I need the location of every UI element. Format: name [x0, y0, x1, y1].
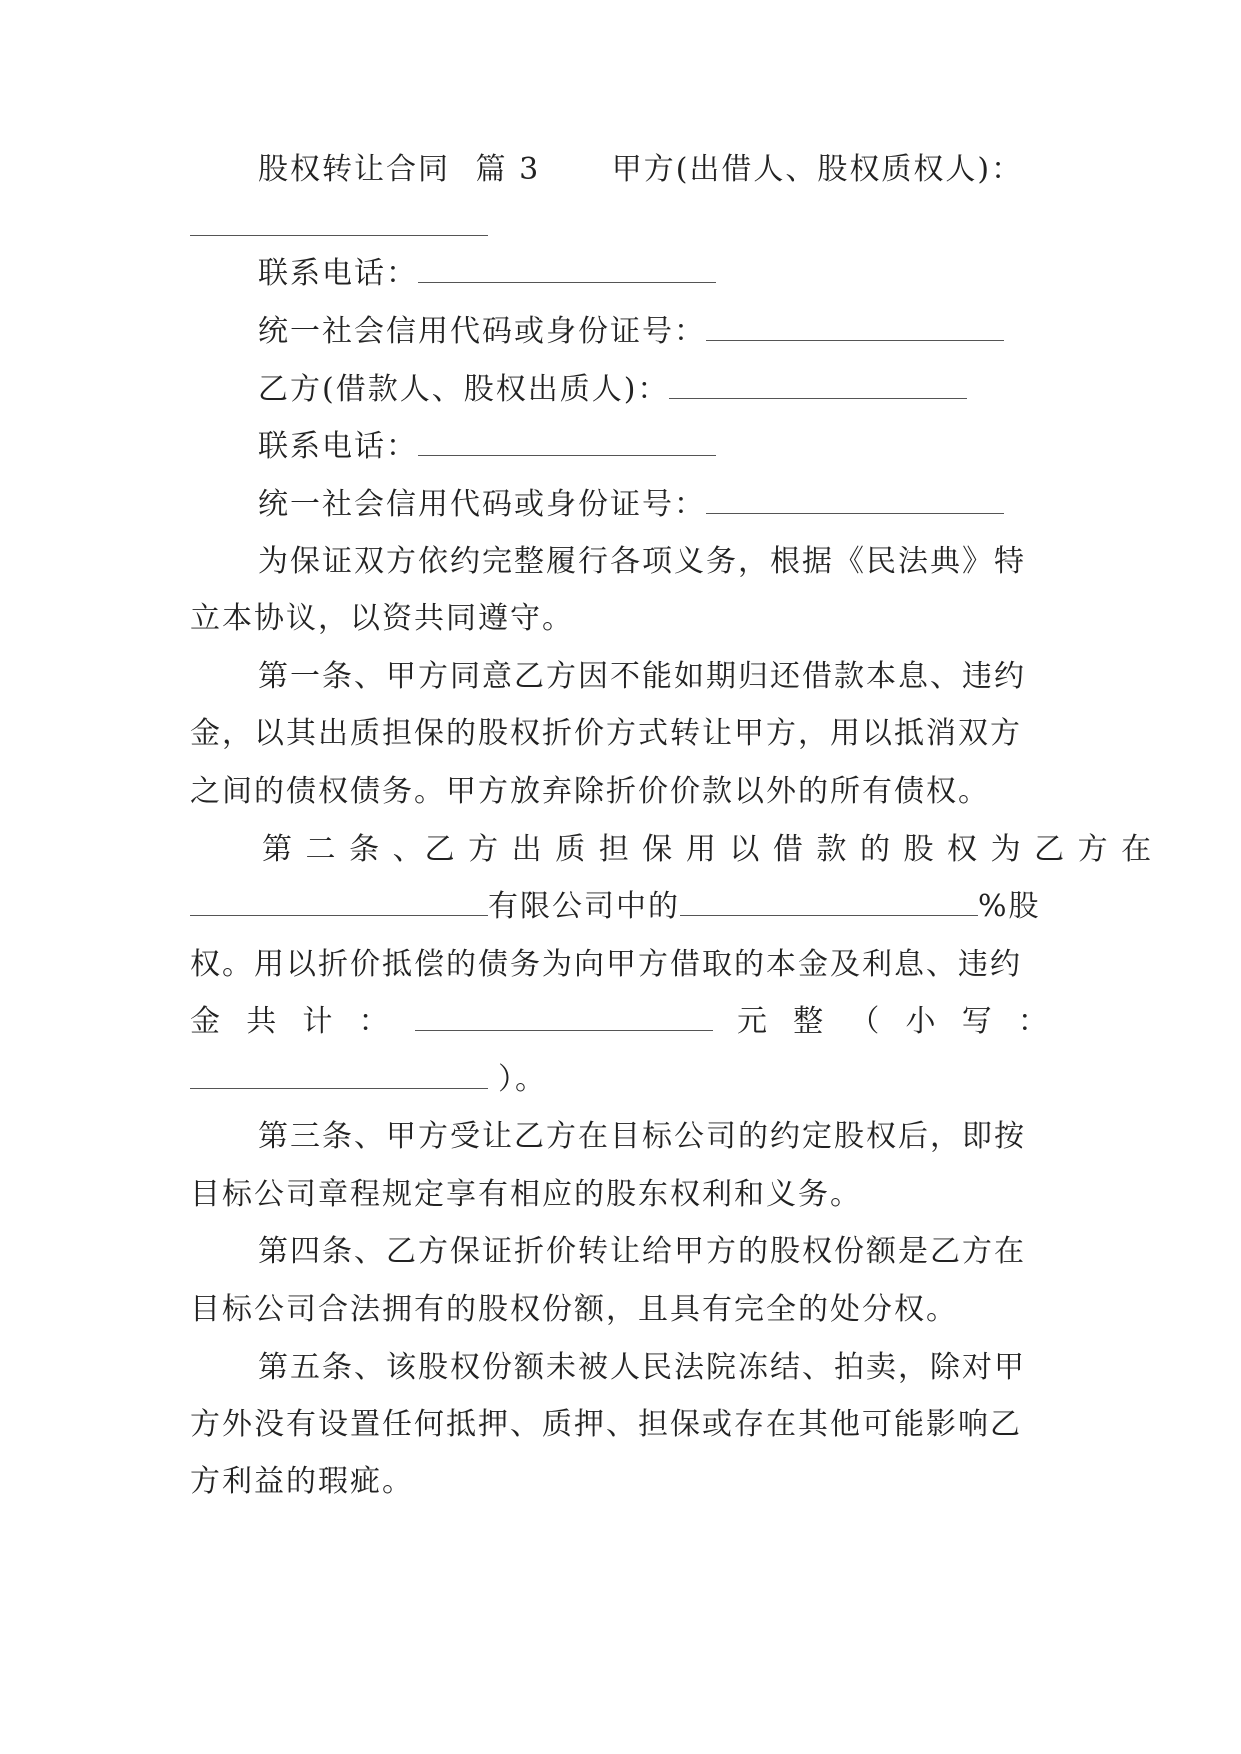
- article-2-line-1: 第 二 条 、乙 方 出 质 担 保 用 以 借 款 的 股 权 为 乙 方 在: [262, 832, 1154, 867]
- article-2-line-2: [190, 885, 1050, 929]
- party-a-phone-line: [258, 252, 1050, 296]
- party-b-name-blank: [669, 368, 967, 399]
- text-char: 写: [961, 1004, 994, 1039]
- share-percent-blank: [680, 885, 978, 916]
- party-b-label: 乙方(借款人、股权出质人)：: [258, 372, 670, 407]
- phone-label: 联系电话：: [258, 256, 418, 291]
- title-line: [258, 148, 1050, 192]
- party-a-name-blank: [190, 205, 488, 236]
- article-5-line-3: 方利益的瑕疵。: [190, 1464, 414, 1499]
- party-b-line: [258, 368, 1050, 412]
- percent-share-label: %股: [978, 889, 1041, 924]
- total-amount-blank: [415, 1000, 713, 1031]
- company-name-blank: [190, 885, 488, 916]
- party-a-label: 甲方(出借人、股权质权人)：: [611, 152, 1024, 187]
- party-b-phone-blank: [418, 425, 716, 456]
- company-suffix: 有限公司中的: [488, 889, 680, 924]
- text-char: 金: [190, 1004, 222, 1039]
- amount-lowercase-blank: [190, 1058, 488, 1089]
- text-char: ：: [1017, 1004, 1050, 1039]
- article-2-line-5: [190, 1058, 1050, 1102]
- text-char: （: [849, 1004, 882, 1039]
- party-a-blank-line: [190, 205, 1050, 249]
- article-1-line-2: 金，以其出质担保的股权折价方式转让甲方，用以抵消双方: [190, 716, 1022, 751]
- party-a-phone-blank: [418, 252, 716, 283]
- article-5-line-1: 第五条、该股权份额未被人民法院冻结、拍卖，除对甲: [258, 1350, 1026, 1385]
- article-3-line-2: 目标公司章程规定享有相应的股东权利和义务。: [190, 1177, 862, 1212]
- article-1-line-1: 第一条、甲方同意乙方因不能如期归还借款本息、违约: [258, 659, 1026, 694]
- party-a-id-blank: [706, 310, 1004, 341]
- document-title: 股权转让合同: [258, 152, 450, 187]
- text-char: 整: [793, 1004, 826, 1039]
- closing-paren: ）。: [498, 1062, 547, 1097]
- section-label: 篇 3: [475, 152, 541, 187]
- article-4-line-2: 目标公司合法拥有的股权份额，且具有完全的处分权。: [190, 1292, 958, 1327]
- party-b-id-line: [258, 483, 1050, 527]
- article-2-line-3: 权。用以折价抵偿的债务为向甲方借取的本金及利息、违约: [190, 947, 1022, 982]
- article-1-line-3: 之间的债权债务。甲方放弃除折价价款以外的所有债权。: [190, 774, 990, 809]
- text-char: 元: [736, 1004, 769, 1039]
- article-2-line-4: [190, 1000, 1050, 1044]
- id-label: 统一社会信用代码或身份证号：: [258, 487, 706, 522]
- text-char: 共: [246, 1004, 279, 1039]
- phone-label: 联系电话：: [258, 429, 418, 464]
- party-b-phone-line: [258, 425, 1050, 469]
- text-char: ：: [358, 1004, 391, 1039]
- intro-line-1: 为保证双方依约完整履行各项义务，根据《民法典》特: [258, 544, 1026, 579]
- article-5-line-2: 方外没有设置任何抵押、质押、担保或存在其他可能影响乙: [190, 1407, 1022, 1442]
- id-label: 统一社会信用代码或身份证号：: [258, 314, 706, 349]
- intro-line-2: 立本协议，以资共同遵守。: [190, 601, 574, 636]
- article-4-line-1: 第四条、乙方保证折价转让给甲方的股权份额是乙方在: [258, 1234, 1026, 1269]
- article-3-line-1: 第三条、甲方受让乙方在目标公司的约定股权后，即按: [258, 1119, 1026, 1154]
- text-char: 计: [302, 1004, 335, 1039]
- text-char: 小: [905, 1004, 938, 1039]
- party-b-id-blank: [706, 483, 1004, 514]
- party-a-id-line: [258, 310, 1050, 354]
